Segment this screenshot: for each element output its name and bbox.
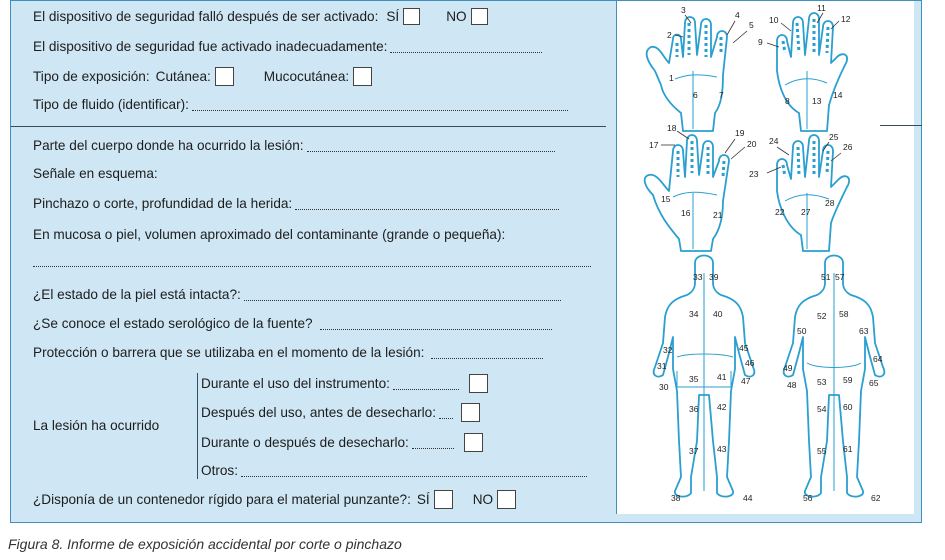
diagram-number: 48 [787,380,797,390]
row-exposure-type [33,67,372,86]
row-body-part [33,138,555,153]
device-failed-no-checkbox[interactable] [471,8,488,25]
row-contaminant-volume [33,227,505,242]
diagram-number: 12 [841,14,851,24]
diagram-number: 44 [743,493,753,503]
diagram-number: 4 [735,10,740,20]
diagram-number: 45 [739,343,749,353]
row-mark-diagram [33,166,158,181]
body-back [783,256,884,504]
source-serology-field[interactable] [320,318,552,330]
diagram-number: 22 [775,207,785,217]
contaminant-volume-label: En mucosa o piel, volumen aproximado del contaminante (grande o pequeña): [33,227,506,242]
diagram-number: 63 [859,326,869,336]
diagram-number: 33 [693,272,703,282]
diagram-number: 36 [689,404,699,414]
diagram-number: 47 [741,376,751,386]
lesion-option-label: Después del uso, antes de desecharlo: [201,405,437,420]
diagram-number: 14 [833,90,843,100]
diagram-number: 50 [797,326,807,336]
skin-intact-field[interactable] [244,289,561,301]
diagram-number: 51 [821,272,831,282]
diagram-number: 2 [667,30,672,40]
lesion-occurred-label: La lesión ha ocurrido [33,418,160,433]
skin-intact-label: ¿El estado de la piel está intacta?: [33,287,241,302]
diagram-number: 37 [689,446,699,456]
row-protection [33,345,543,360]
wound-depth-label: Pinchazo o corte, profundidad de la herida: [33,196,293,211]
row-contaminant-volume-answer [33,255,591,267]
device-failed-no-label: NO [446,9,467,24]
fluid-type-field[interactable] [192,99,568,111]
sharps-container-label: ¿Disponía de un contenedor rígido para el material punzante?: [33,492,411,507]
exposure-cutaneous-checkbox[interactable] [215,67,234,86]
lesion-option-label: Otros: [201,463,239,478]
lesion-option-during-use [201,374,488,393]
device-failed-yes-checkbox[interactable] [403,8,420,25]
mark-diagram-label: Señale en esquema: [33,166,158,181]
row-source-serology [33,316,552,331]
diagram-number: 49 [783,363,793,373]
diagram-number: 43 [717,444,727,454]
exposure-report-form [10,0,922,523]
lesion-option-label: Durante el uso del instrumento: [201,376,390,391]
lesion-option-other [201,463,587,478]
body-part-label: Parte del cuerpo donde ha ocurrido la lesión: [33,138,304,153]
diagram-number: 62 [871,493,881,503]
exposure-type-label: Tipo de exposición: [33,69,150,84]
row-fluid-type [33,97,568,112]
diagram-number: 65 [869,378,879,388]
lesion-option-label: Durante o después de desecharlo: [201,435,409,450]
diagram-number: 17 [649,140,659,150]
disposal-checkbox[interactable] [464,433,483,452]
diagram-number: 15 [661,194,671,204]
section-divider [11,126,606,127]
exposure-cutaneous-label: Cutánea: [155,69,211,84]
diagram-number: 57 [835,272,845,282]
lesion-option-after-use [201,403,480,422]
diagram-number: 23 [749,169,759,179]
diagram-number: 34 [689,309,699,319]
lesion-option-dots [393,378,459,390]
body-part-field[interactable] [307,140,555,152]
diagram-number: 41 [717,372,727,382]
after-use-checkbox[interactable] [461,403,480,422]
diagram-number: 1 [669,73,674,83]
sharps-container-no-label: NO [472,492,494,507]
row-device-failed [33,8,488,25]
diagram-number: 53 [817,377,827,387]
sharps-container-yes-checkbox[interactable] [434,490,453,509]
exposure-mucocutaneous-label: Mucocutánea: [263,69,350,84]
diagram-number: 54 [817,404,827,414]
diagram-number: 32 [663,345,673,355]
lesion-option-dots [412,437,454,449]
sharps-container-yes-label: SÍ [416,492,430,507]
lesion-other-field[interactable] [241,465,587,477]
hand-bottom-right [749,132,853,251]
diagram-number: 26 [843,142,853,152]
diagram-number: 6 [693,90,698,100]
during-use-checkbox[interactable] [469,374,488,393]
protection-field[interactable] [431,347,543,359]
hand-bottom-left [645,123,757,251]
protection-label: Protección o barrera que se utilizaba en el momento de la lesión: [33,345,425,360]
diagram-number: 55 [817,446,827,456]
diagram-number: 24 [769,136,779,146]
diagram-number: 8 [785,96,790,106]
diagram-number: 16 [681,208,691,218]
device-misused-label: El dispositivo de seguridad fue activado inadecuadamente: [33,39,388,54]
diagram-number: 64 [873,354,883,364]
lesion-option-disposal [201,433,483,452]
diagram-number: 18 [667,123,677,133]
row-wound-depth [33,196,559,211]
section-divider-right [880,125,922,126]
diagram-number: 61 [843,444,853,454]
hand-top-right [758,3,851,131]
diagram-number: 21 [713,210,723,220]
diagram-number: 56 [803,493,813,503]
diagram-number: 42 [717,402,727,412]
row-skin-intact [33,287,561,302]
diagram-number: 58 [839,309,849,319]
device-failed-yes-label: SÍ [386,9,400,24]
diagram-number: 52 [817,311,827,321]
diagram-number: 3 [681,5,686,15]
device-failed-label: El dispositivo de seguridad falló después de ser activado: [33,9,379,24]
figure-caption: Figura 8. Informe de exposición accidental por corte o pinchazo [8,536,402,552]
diagram-number: 40 [713,309,723,319]
diagram-number: 46 [745,358,755,368]
diagram-number: 19 [735,128,745,138]
diagram-number: 9 [758,37,763,47]
hand-top-left [647,5,754,131]
contaminant-volume-field[interactable] [33,255,591,267]
row-device-misused [33,39,542,54]
diagram-number: 27 [801,207,811,217]
fluid-type-label: Tipo de fluido (identificar): [33,97,189,112]
diagram-number: 25 [829,132,839,142]
diagram-number: 11 [817,3,826,13]
lesion-bracket [197,373,198,479]
diagram-number: 39 [709,272,719,282]
diagram-number: 35 [689,374,699,384]
sharps-container-no-checkbox[interactable] [497,490,516,509]
diagram-number: 31 [657,361,667,371]
diagram-number: 7 [719,90,724,100]
device-misused-field[interactable] [390,41,542,53]
diagram-number: 20 [747,139,757,149]
body-front [654,256,755,504]
row-sharps-container [33,490,516,509]
diagram-number: 59 [843,375,853,385]
diagram-number: 28 [825,198,835,208]
diagram-number: 13 [812,96,822,106]
exposure-mucocutaneous-checkbox[interactable] [353,67,372,86]
diagram-number: 5 [749,20,754,30]
source-serology-label: ¿Se conoce el estado serológico de la fuente? [33,316,313,331]
lesion-option-dots [439,407,453,419]
body-diagram-panel [616,1,914,514]
diagram-number: 10 [769,15,779,25]
wound-depth-field[interactable] [295,198,559,210]
diagram-number: 38 [671,493,681,503]
body-diagram [617,1,914,514]
diagram-number: 30 [659,382,669,392]
diagram-number: 60 [843,402,853,412]
